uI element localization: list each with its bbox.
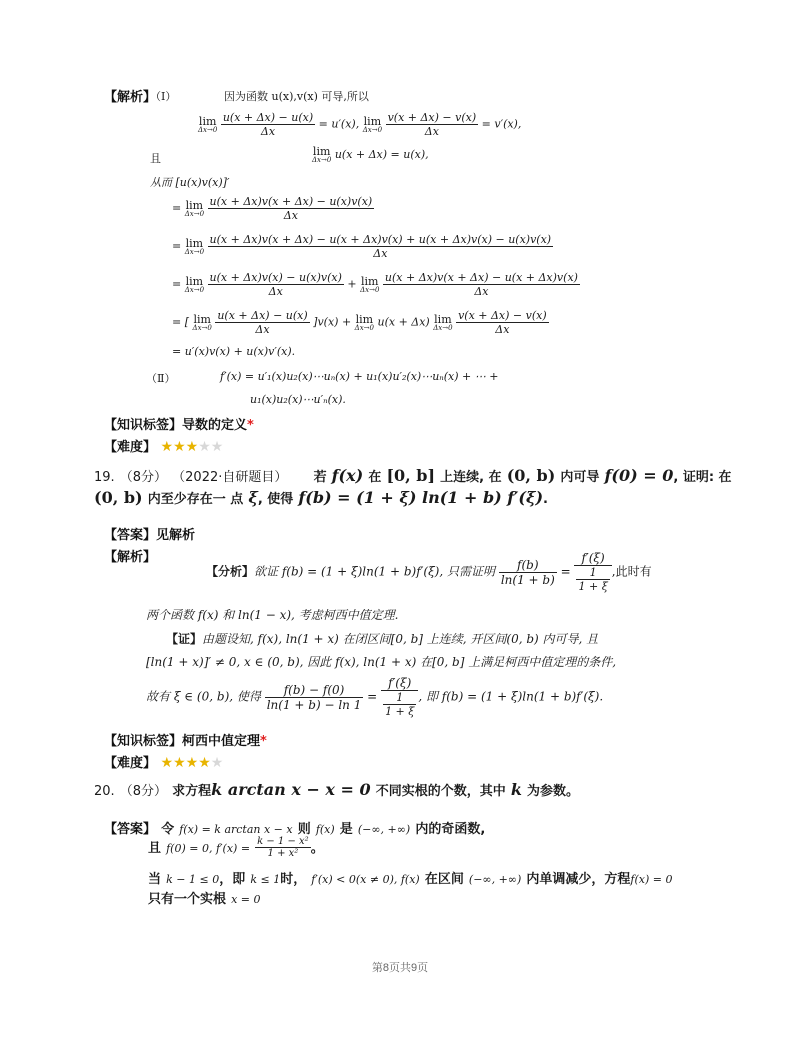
fenxi-a: 欲证 f(b) = (1 + ξ)ln(1 + b)f′(ξ), 只需证明	[254, 564, 495, 579]
q20-text-c: 为参数。	[527, 784, 580, 799]
sol20-l3-d: 在区间	[424, 872, 464, 887]
step1-den: Δx	[283, 209, 298, 222]
analysis-label: 【解析】	[104, 90, 157, 105]
lim2-den: Δx	[424, 125, 439, 138]
fr-eq-2: =	[367, 689, 378, 704]
step4a-num: u(x + Δx) − u(x)	[217, 309, 308, 322]
q20-text-b: 不同实根的个数，其中	[375, 784, 506, 799]
star-filled-icon: ★	[160, 755, 174, 771]
sol20-l3-b: ，即	[219, 872, 246, 887]
question-19-line2	[94, 488, 548, 507]
lim-sub: Δx→0	[433, 323, 453, 332]
fr4-num: f′(ξ)	[381, 676, 418, 691]
lim-sub: Δx→0	[184, 247, 205, 256]
lim-word: lim	[198, 114, 217, 128]
q19-text-d: 内可导	[560, 470, 600, 485]
q19-text-f: 内至少存在一 点	[147, 492, 244, 507]
step3: = lim Δx→0 $\frac{u(x + \Delta x)v(x) - u(x)v(x)}{\Delta x}$ + lim Δx→0 $\frac{u(x + \Delta x)v(x + \Delta x) - u(x + \Delta x)v(x)}{\Delta x}$	[172, 271, 578, 298]
sol20-l4-math: x = 0	[231, 893, 261, 906]
page-footer: 第8页共9页	[371, 962, 429, 974]
fr1-num: f(b)	[499, 558, 557, 573]
star-filled-icon: ★	[185, 755, 199, 771]
lim-sub: Δx→0	[184, 285, 205, 294]
sol20-line2	[148, 836, 324, 859]
difficulty-stars	[161, 756, 224, 771]
step1: = lim Δx→0 $\frac{u(x + \Delta x)v(x + \Delta x) - u(x)v(x)}{\Delta x}$	[172, 195, 373, 222]
step3a-num: u(x + Δx)v(x) − u(x)v(x)	[209, 271, 342, 284]
q19-text-b: 在	[368, 470, 382, 485]
knowledge-label: 【知识标签】	[104, 418, 183, 433]
knowledge-tag-18	[104, 414, 254, 433]
answer-label: 【答案】	[104, 822, 157, 837]
step2-den: Δx	[373, 247, 388, 260]
q19-text-g: , 使得	[257, 492, 294, 507]
q19-source: （2022·自研题目）	[172, 470, 288, 485]
knowledge-label: 【知识标签】	[104, 734, 183, 749]
sol20-l2-math: f(0) = 0, f′(x) =	[166, 842, 251, 855]
and-word: 且	[150, 152, 161, 165]
sol20-l3-a: 当	[148, 872, 162, 887]
sol18-result: = u′(x)v(x) + u(x)v′(x).	[172, 345, 296, 358]
sol19-line2: 两个函数 f(x) 和 ln(1 − x), 考虑柯西中值定理.	[146, 608, 399, 622]
q19-text-c: 上连续, 在	[440, 470, 502, 485]
sol20-l1-c: 是	[339, 822, 353, 837]
sol20-l3-e: 内单调减少，方程	[526, 872, 631, 887]
difficulty-label: 【难度】	[104, 756, 157, 771]
sol20-l1-math2: f(x)	[315, 823, 335, 836]
q19-xi: ξ	[248, 488, 258, 507]
part2-label: （Ⅱ）	[146, 372, 176, 385]
step4-mid: ]v(x) +	[313, 315, 352, 329]
sol20-l1-math3: (−∞, +∞)	[357, 823, 411, 836]
sol20-l1-b: 则	[297, 822, 311, 837]
continuity-line	[312, 146, 429, 164]
fenxi-b: ,此时有	[611, 564, 652, 579]
star-empty-icon: ★	[198, 439, 211, 455]
fr2-den-den: 1 + ξ	[578, 580, 608, 593]
step4-mid2: u(x + Δx)	[377, 315, 430, 329]
part1-label: （Ⅰ）	[150, 90, 177, 103]
continuity-expr: u(x + Δx) = u(x),	[334, 148, 429, 161]
fr2-num: f′(ξ)	[574, 551, 611, 566]
lim-word: lim	[312, 145, 331, 158]
part2-line2: u₁(x)u₂(x)⋯u′ₙ(x).	[250, 393, 346, 406]
q20-score: （8分）	[119, 784, 168, 799]
sol20-l1-d: 内的奇函数,	[415, 822, 486, 837]
knowledge-value: 柯西中值定理	[182, 734, 261, 749]
q20-number: 20.	[94, 784, 115, 799]
sol20-l2-num: k − 1 − x²	[257, 836, 309, 847]
step1-num: u(x + Δx)v(x + Δx) − u(x)v(x)	[209, 195, 373, 208]
part2-line1: f′(x) = u′₁(x)u₂(x)⋯uₙ(x) + u₁(x)u′₂(x)⋯uₙ(x) + ⋯ +	[220, 370, 499, 383]
line5-b: , 即 f(b) = (1 + ξ)ln(1 + b)f′(ξ).	[418, 689, 604, 704]
lim-word: lim	[355, 312, 374, 326]
lim-word: lim	[193, 312, 211, 326]
lim1-den: Δx	[260, 125, 276, 138]
knowledge-value: 导数的定义	[182, 418, 248, 433]
lim2-rhs: = v′(x),	[481, 117, 522, 131]
difficulty-label: 【难度】	[104, 440, 157, 455]
question-19	[94, 466, 732, 485]
lim-sub: Δx→0	[192, 323, 212, 332]
lim-word: lim	[363, 114, 382, 128]
star-filled-icon: ★	[185, 439, 199, 455]
lim-sub: Δx→0	[312, 156, 332, 164]
lim-sub: Δx→0	[184, 209, 205, 218]
sol20-l2-a: 且	[148, 841, 162, 856]
q19-f0: f(0) = 0	[604, 466, 674, 485]
fr2-den-num: 1	[576, 566, 609, 580]
fenxi-label: 【分析】	[206, 564, 255, 579]
q19-text-a: 若	[313, 470, 327, 485]
lim-word: lim	[185, 236, 204, 250]
q19-interval-open-2: (0, b)	[94, 488, 143, 507]
lim1-num: u(x + Δx) − u(x)	[222, 111, 314, 124]
step4: = [ lim Δx→0 $\frac{u(x + \Delta x) - u(x)}{\Delta x}$ ]v(x) + lim Δx→0 u(x + Δx) lim Δx→0 $\frac{v(x + \Delta x) - v(x)}{\Delta x}$	[172, 309, 547, 336]
fr3-den: ln(1 + b) − ln 1	[266, 697, 362, 712]
lim1-rhs: = u′(x),	[318, 117, 360, 131]
step3b-den: Δx	[474, 285, 489, 298]
answer-value: 见解析	[156, 528, 196, 543]
sol20-l1-math: f(x) = k arctan x − x	[179, 823, 293, 836]
fr4-den-num: 1	[383, 691, 416, 705]
line5-a: 故有 ξ ∈ (0, b), 使得	[146, 689, 261, 704]
difficulty-18	[104, 436, 223, 455]
step4b-den: Δx	[495, 323, 510, 336]
q19-interval-closed: [0, b]	[386, 466, 436, 485]
q20-k: k	[510, 780, 522, 799]
star-filled-icon: ★	[173, 755, 186, 771]
zheng-label: 【证】	[166, 632, 203, 646]
lim-word: lim	[434, 312, 452, 326]
lim-sub: Δx→0	[354, 323, 374, 332]
question-20	[94, 780, 579, 799]
lim2-num: v(x + Δx) − v(x)	[387, 111, 477, 124]
sol19-line4: [ln(1 + x)]′ ≠ 0, x ∈ (0, b), 因此 f(x), ln(1 + x) 在[0, b] 上满足柯西中值定理的条件,	[146, 655, 617, 669]
fr-eq: =	[560, 564, 571, 579]
lim-sub: Δx→0	[198, 125, 218, 134]
q19-conclusion: f(b) = (1 + ξ) ln(1 + b) f′(ξ)	[298, 488, 544, 507]
sol20-line1	[104, 818, 485, 837]
step3a-den: Δx	[268, 285, 283, 298]
star-filled-icon: ★	[198, 755, 211, 771]
step4a-den: Δx	[255, 323, 270, 336]
q19-score: （8分）	[119, 470, 168, 485]
line3-text: 由题设知, f(x), ln(1 + x) 在闭区间[0, b] 上连续, 开区间(0, b) 内可导, 且	[202, 632, 599, 646]
star-empty-icon: ★	[210, 439, 224, 455]
star-filled-icon: ★	[160, 439, 174, 455]
q20-equation: k arctan x − x = 0	[211, 780, 371, 799]
sol18-intro: 因为函数 u(x),v(x) 可导,所以	[224, 90, 369, 103]
q19-interval-open: (0, b)	[506, 466, 556, 485]
q19-number: 19.	[94, 470, 115, 485]
sol20-line3	[148, 868, 672, 887]
lim-sub: Δx→0	[362, 125, 383, 134]
sol19-line5	[146, 676, 603, 718]
lim-word: lim	[185, 274, 204, 288]
difficulty-stars	[161, 440, 224, 455]
step2-num: u(x + Δx)v(x + Δx) − u(x + Δx)v(x) + u(x + Δx)v(x) − u(x)v(x)	[209, 233, 552, 246]
q19-dot: .	[543, 492, 548, 507]
sol20-line4	[148, 888, 261, 907]
sol19-fenxi	[206, 551, 652, 593]
difficulty-19	[104, 752, 223, 771]
sol20-l3-math: k − 1 ≤ 0	[166, 873, 220, 886]
sol18-limits-line	[198, 111, 521, 138]
q19-text-e: , 证明: 在	[673, 470, 732, 485]
sol20-l4-a: 只有一个实根	[148, 892, 227, 907]
thus-line: 从而 [u(x)v(x)]′	[150, 176, 230, 189]
analysis-label-19: 【解析】	[104, 550, 157, 565]
sol20-l3-math5: f(x) = 0	[630, 873, 673, 886]
answer-19	[104, 524, 195, 543]
star-empty-icon: ★	[210, 755, 224, 771]
lim-word: lim	[361, 274, 379, 288]
sol20-l2-end: 。	[310, 841, 324, 856]
fr3-num: f(b) − f(0)	[265, 683, 364, 698]
q19-fx: f(x)	[331, 466, 364, 485]
knowledge-tag-19	[104, 730, 267, 749]
sol20-l3-math4: (−∞, +∞)	[468, 873, 522, 886]
required-mark: *	[260, 734, 267, 749]
sol20-l3-math3: f′(x) < 0(x ≠ 0), f(x)	[311, 873, 420, 886]
star-filled-icon: ★	[173, 439, 186, 455]
lim-word: lim	[185, 198, 204, 212]
sol20-l2-den: 1 + x²	[267, 848, 299, 859]
sol20-l3-math2: k ≤ 1	[250, 873, 281, 886]
lim-sub: Δx→0	[360, 285, 380, 294]
fr1-den: ln(1 + b)	[500, 572, 555, 587]
fr4-den-den: 1 + ξ	[385, 705, 415, 718]
sol20-l3-c: 时，	[280, 872, 307, 887]
sol20-l1-a: 令	[161, 822, 175, 837]
required-mark: *	[247, 418, 254, 433]
step3b-num: u(x + Δx)v(x + Δx) − u(x + Δx)v(x)	[384, 271, 578, 284]
step4b-num: v(x + Δx) − v(x)	[458, 309, 547, 322]
sol19-line3	[166, 630, 598, 647]
answer-label: 【答案】	[104, 528, 157, 543]
q20-text-a: 求方程	[172, 784, 212, 799]
step2: = lim Δx→0 u(x + Δx)v(x + Δx) − u(x + Δx)v(x) + u(x + Δx)v(x) − u(x)v(x) Δx	[172, 233, 552, 260]
